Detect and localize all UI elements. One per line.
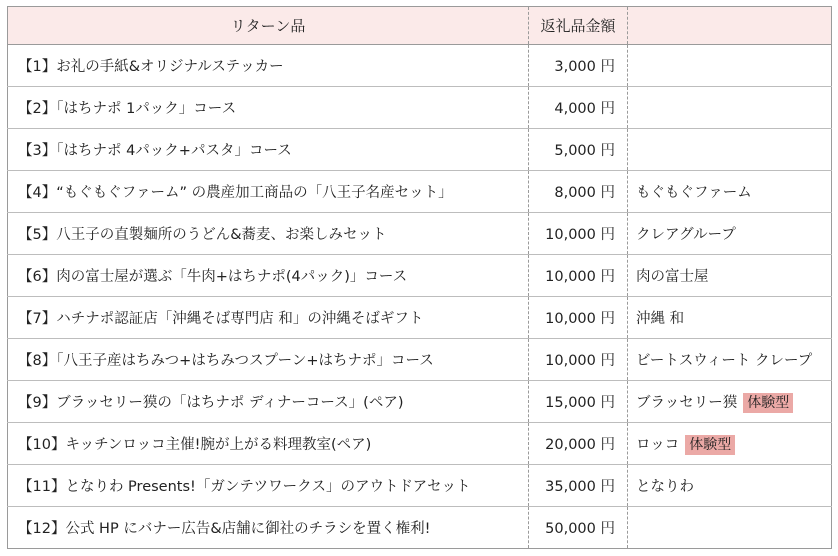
table-row [8,45,832,87]
table-row [8,171,832,213]
header-amount: 返礼品金額 [529,7,628,45]
table-row [8,213,832,255]
return-item-name: 【4】“もぐもぐファーム” の農産加工商品の「八王子名産セット」 [8,171,529,213]
return-item-amount: 50,000 円 [529,507,628,549]
partner-name: 沖縄 和 [636,311,685,327]
return-item-name: 【11】となりわ Presents!「ガンテツワークス」のアウトドアセット [8,465,529,507]
return-items-table [7,6,832,549]
return-item-amount: 10,000 円 [529,213,628,255]
table-row [8,423,832,465]
partner-name: もぐもぐファーム [636,185,752,201]
partner-cell [628,465,832,507]
table-row [8,339,832,381]
partner-name: クレアグループ [636,227,736,243]
partner-cell [628,87,832,129]
return-item-name: 【6】肉の富士屋が選ぶ「牛肉+はちナポ(4パック)」コース [8,255,529,297]
table-row [8,255,832,297]
partner-name: となりわ [636,479,694,495]
return-item-name: 【5】八王子の直製麺所のうどん&蕎麦、お楽しみセット [8,213,529,255]
partner-cell [628,297,832,339]
partner-cell [628,213,832,255]
partner-cell [628,507,832,549]
table-row [8,381,832,423]
partner-cell [628,423,832,465]
partner-cell [628,255,832,297]
table-row [8,507,832,549]
table-row [8,87,832,129]
return-item-name: 【2】「はちナポ 1パック」コース [8,87,529,129]
return-item-amount: 15,000 円 [529,381,628,423]
partner-cell [628,45,832,87]
return-item-amount: 4,000 円 [529,87,628,129]
return-item-amount: 10,000 円 [529,255,628,297]
table-row [8,465,832,507]
partner-name: ビートスウィート クレープ [636,353,813,369]
return-item-name: 【1】お礼の手紙&オリジナルステッカー [8,45,529,87]
experience-tag: 体験型 [685,435,735,455]
return-item-name: 【12】公式 HP にバナー広告&店舗に御社のチラシを置く権利! [8,507,529,549]
return-item-amount: 20,000 円 [529,423,628,465]
experience-tag: 体験型 [743,393,793,413]
return-item-amount: 5,000 円 [529,129,628,171]
return-item-name: 【3】「はちナポ 4パック+パスタ」コース [8,129,529,171]
partner-cell [628,171,832,213]
partner-cell [628,129,832,171]
return-item-amount: 8,000 円 [529,171,628,213]
partner-cell [628,339,832,381]
return-item-amount: 10,000 円 [529,297,628,339]
return-item-name: 【8】「八王子産はちみつ+はちみつスプーン+はちナポ」コース [8,339,529,381]
partner-cell [628,381,832,423]
header-return-item: リターン品 [8,7,529,45]
return-item-name: 【7】ハチナポ認証店「沖縄そば専門店 和」の沖縄そばギフト [8,297,529,339]
header-partner [628,7,832,45]
table-header-row [8,7,832,45]
partner-name: ブラッセリー獏 [636,394,738,411]
return-item-amount: 10,000 円 [529,339,628,381]
partner-name: ロッコ [636,436,680,453]
return-item-amount: 3,000 円 [529,45,628,87]
table-row [8,129,832,171]
return-item-amount: 35,000 円 [529,465,628,507]
partner-name: 肉の富士屋 [636,269,709,285]
return-item-name: 【9】ブラッセリー獏の「はちナポ ディナーコース」(ペア) [8,381,529,423]
return-item-name: 【10】キッチンロッコ主催!腕が上がる料理教室(ペア) [8,423,529,465]
table-row [8,297,832,339]
